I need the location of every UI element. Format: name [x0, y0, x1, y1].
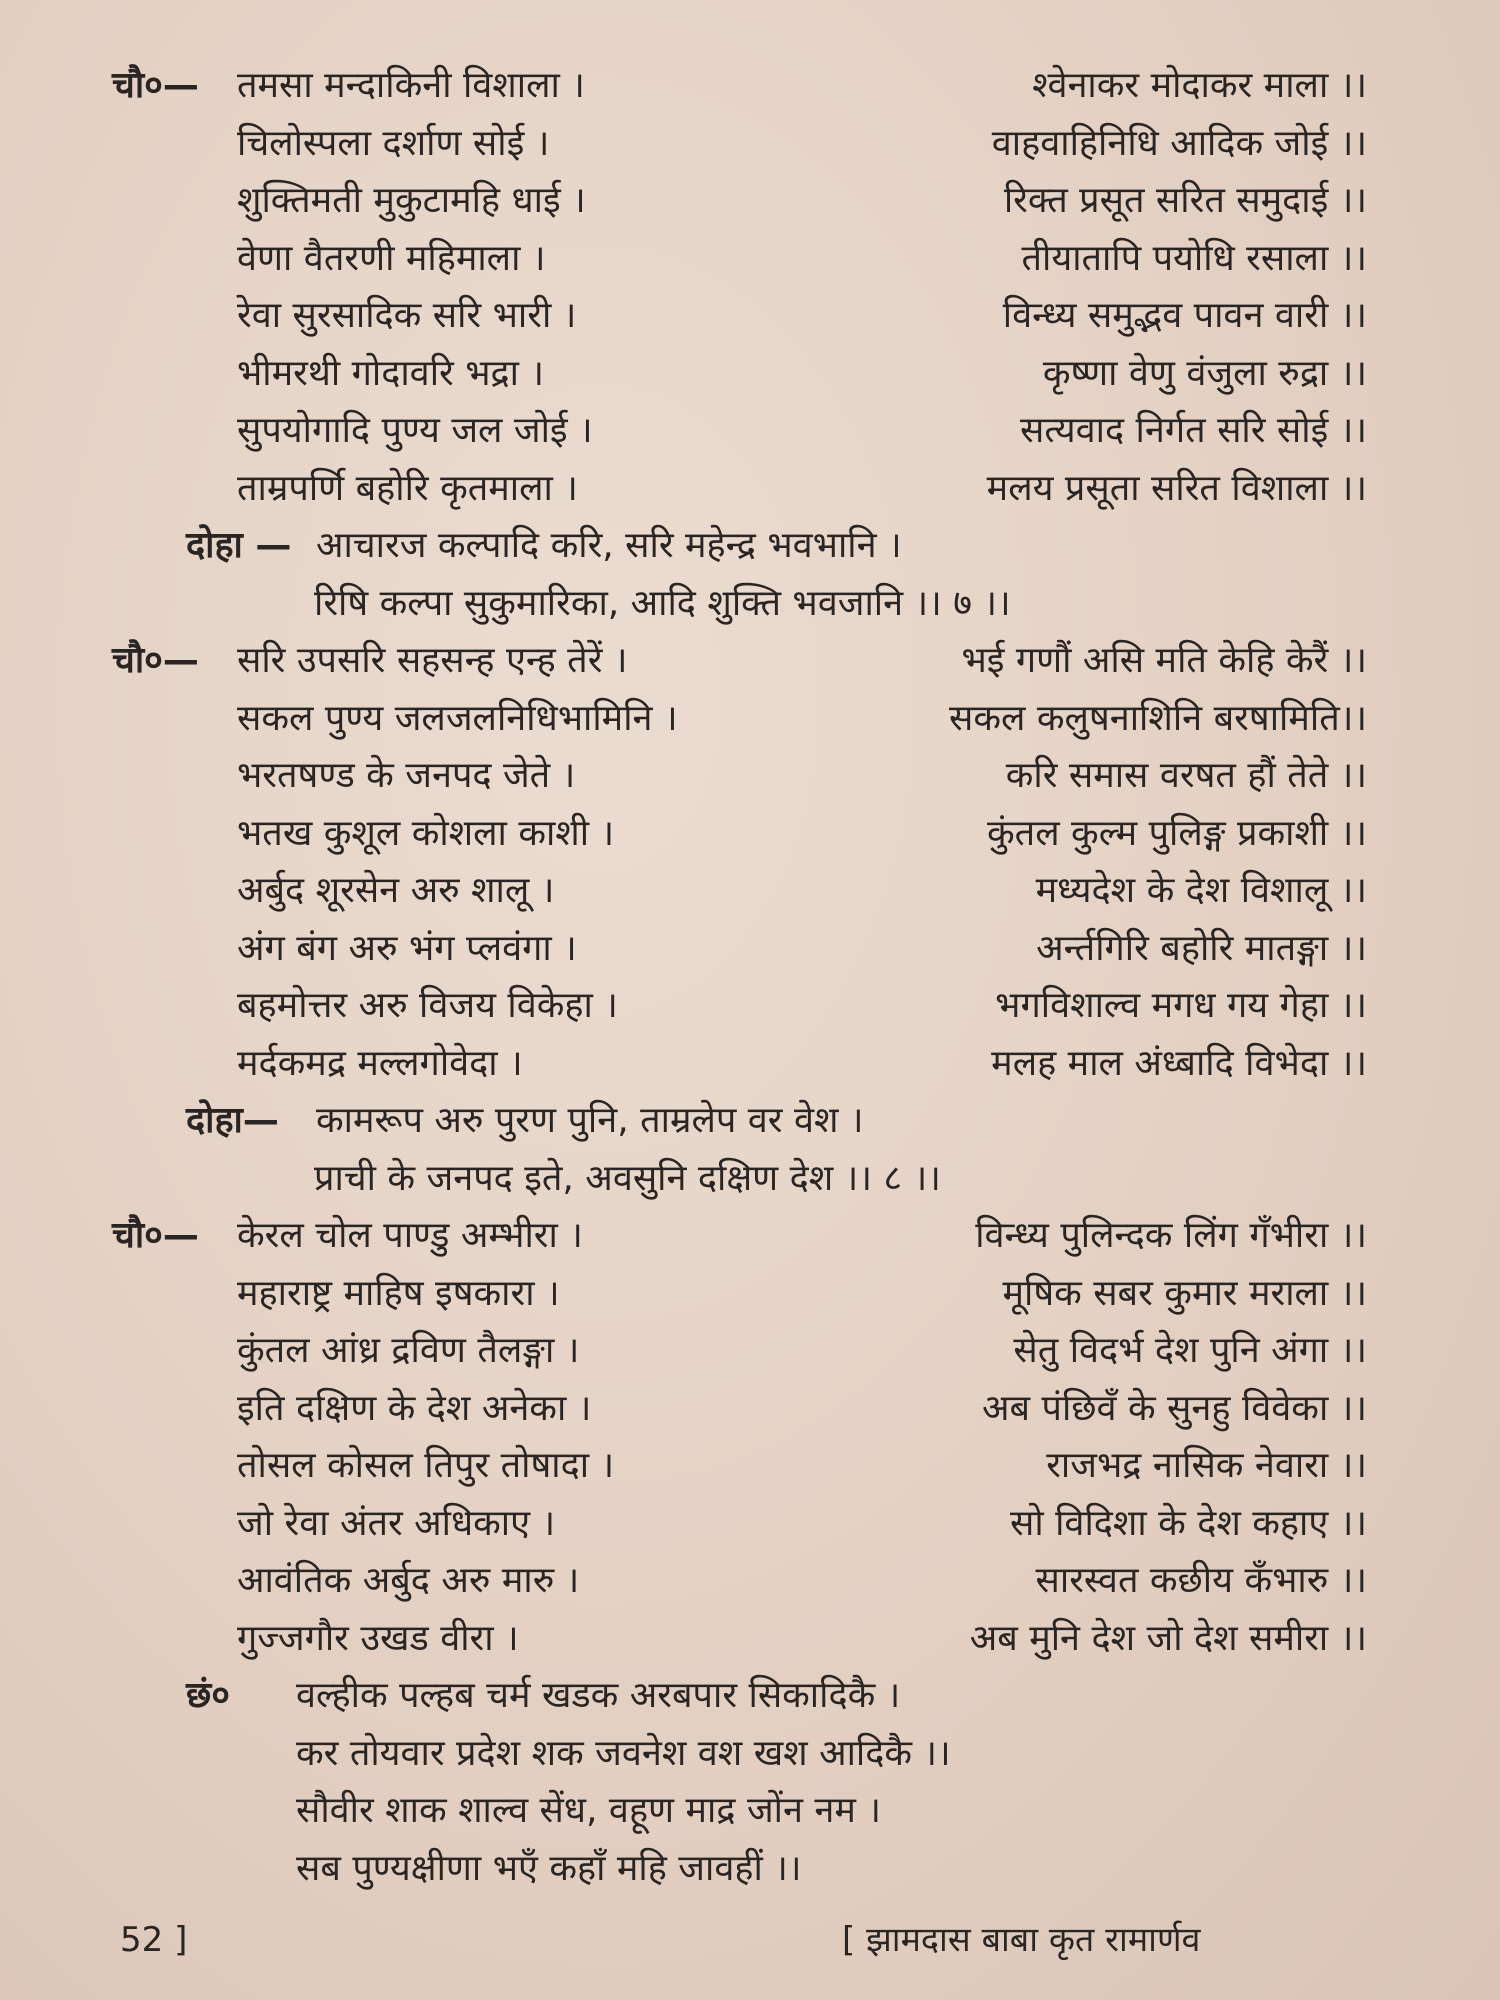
- chaupai-half-right: भई गणौं असि मति केहि केरैं ।।: [961, 640, 1367, 681]
- chaupai-half-right: वाहवाहिनिधि आदिक जोई ।।: [991, 122, 1367, 164]
- chhand-text: वल्हीक पल्हब चर्म खडक अरबपार सिकादिकै ।: [296, 1675, 901, 1716]
- chaupai-half-left: शुक्तिमती मुकुटामहि धाई ।: [237, 180, 586, 221]
- chaupai-half-right: मलय प्रसूता सरित विशाला ।।: [986, 467, 1367, 509]
- chaupai-half-left: रेवा सुरसादिक सरि भारी ।: [237, 295, 577, 336]
- chaupai-half-right: विन्ध्य समुद्भव पावन वारी ।।: [1002, 295, 1367, 336]
- chaupai-half-left: केरल चोल पाण्डु अम्भीरा ।: [237, 1215, 583, 1256]
- chaupai-half-left: वेणा वैतरणी महिमाला ।: [237, 237, 546, 279]
- doha-text: प्राची के जनपद इते, अवसुनि दक्षिण देश ।। ८ ।।: [314, 1157, 941, 1199]
- doha-text: आचारज कल्पादि करि, सरि महेन्द्र भवभानि ।: [316, 525, 902, 566]
- chaupai-half-right: कृष्णा वेणु वंजुला रुद्रा ।।: [1042, 352, 1367, 394]
- chhand-text: सब पुण्यक्षीणा भएँ कहाँ महि जावहीं ।।: [296, 1847, 802, 1889]
- chaupai-line: [112, 350, 1367, 398]
- chaupai-marker: चौ०—: [112, 640, 199, 681]
- chaupai-line: [112, 982, 1367, 1030]
- doha-marker: दोहा —: [186, 525, 292, 566]
- chaupai-half-left: इति दक्षिण के देश अनेका ।: [237, 1387, 592, 1429]
- chaupai-line: [112, 62, 1367, 110]
- chaupai-half-left: बहमोत्तर अरु विजय विकेहा ।: [237, 985, 618, 1026]
- chaupai-half-left: भतख कुशूल कोशला काशी ।: [237, 812, 615, 854]
- doha-line: [186, 1155, 1286, 1203]
- chaupai-half-left: मर्दकमद्र मल्लगोवेदा ।: [237, 1042, 523, 1084]
- running-title: [ झामदास बाबा कृत रामार्णव: [842, 1920, 1201, 1960]
- chaupai-line: [112, 235, 1367, 283]
- chaupai-line: [112, 407, 1367, 455]
- chaupai-line: [112, 465, 1367, 513]
- chaupai-half-right: सारस्वत कछीय कँभारु ।।: [1035, 1560, 1367, 1601]
- chaupai-half-right: सो विदिशा के देश कहाए ।।: [1010, 1502, 1367, 1544]
- chaupai-line: [112, 1385, 1367, 1433]
- chaupai-half-left: चिलोस्पला दर्शाण सोई ।: [237, 122, 550, 164]
- chaupai-half-right: मध्यदेश के देश विशालू ।।: [1035, 870, 1367, 911]
- chaupai-half-left: अर्बुद शूरसेन अरु शालू ।: [237, 870, 555, 911]
- chaupai-half-left: सरि उपसरि सहसन्ह एन्ह तेरें ।: [237, 640, 628, 681]
- chaupai-line: [112, 1040, 1367, 1088]
- chaupai-half-right: भगविशाल्व मगध गय गेहा ।।: [995, 985, 1367, 1026]
- chaupai-line: [112, 752, 1367, 800]
- chhand-line: [186, 1787, 1286, 1835]
- chaupai-half-left: ताम्रपर्णि बहोरि कृतमाला ।: [237, 467, 578, 509]
- chhand-line: [186, 1845, 1286, 1893]
- chaupai-half-right: अर्न्तगिरि बहोरि मातङ्गा ।।: [1036, 927, 1367, 969]
- chaupai-half-left: आवंतिक अर्बुद अरु मारु ।: [237, 1560, 580, 1601]
- chaupai-line: [112, 1500, 1367, 1548]
- doha-line: [186, 522, 1286, 570]
- chaupai-half-left: जो रेवा अंतर अधिकाए ।: [237, 1502, 556, 1544]
- chaupai-line: [112, 1327, 1367, 1375]
- chhand-line: [186, 1730, 1286, 1778]
- chhand-text: सौवीर शाक शाल्व सेंध, वहूण माद्र जोंन नम ।: [296, 1790, 881, 1831]
- chaupai-half-left: अंग बंग अरु भंग प्लवंगा ।: [237, 927, 577, 969]
- page-number: 52 ]: [120, 1920, 188, 1960]
- chaupai-line: [112, 292, 1367, 340]
- chaupai-line: [112, 1212, 1367, 1260]
- chaupai-half-left: तमसा मन्दाकिनी विशाला ।: [237, 65, 585, 106]
- chaupai-half-left: तोसल कोसल तिपुर तोषादा ।: [237, 1445, 615, 1486]
- chaupai-half-right: कुंतल कुल्म पुलिङ्ग प्रकाशी ।।: [987, 812, 1367, 854]
- chaupai-half-right: मलह माल अंध्बादि विभेदा ।।: [991, 1042, 1367, 1084]
- chaupai-half-right: विन्ध्य पुलिन्दक लिंग गँभीरा ।।: [975, 1215, 1367, 1256]
- chaupai-half-right: श्वेनाकर मोदाकर माला ।।: [1032, 65, 1367, 106]
- chhand-marker: छं०: [186, 1675, 230, 1716]
- chaupai-line: [112, 120, 1367, 168]
- chaupai-line: [112, 1442, 1367, 1490]
- chaupai-half-left: कुंतल आंध्र द्रविण तैलङ्गा ।: [237, 1330, 580, 1371]
- chaupai-half-right: तीयातापि पयोधि रसाला ।।: [1021, 237, 1367, 279]
- chaupai-half-right: अब मुनि देश जो देश समीरा ।।: [969, 1617, 1367, 1659]
- chaupai-marker: चौ०—: [112, 1215, 199, 1256]
- doha-line: [186, 1097, 1286, 1145]
- chaupai-half-left: सकल पुण्य जलजलनिधिभामिनि ।: [237, 697, 678, 739]
- chhand-text: कर तोयवार प्रदेश शक जवनेश वश खश आदिकै ।।: [296, 1732, 951, 1774]
- chaupai-half-left: गुज्जगौर उखड वीरा ।: [237, 1617, 519, 1659]
- chaupai-half-right: मूषिक सबर कुमार मराला ।।: [1002, 1272, 1367, 1314]
- chaupai-half-right: करि समास वरषत हौं तेते ।।: [1005, 755, 1367, 796]
- doha-line: [186, 580, 1286, 628]
- chaupai-line: [112, 177, 1367, 225]
- chaupai-half-left: भीमरथी गोदावरि भद्रा ।: [237, 352, 545, 394]
- chaupai-line: [112, 1615, 1367, 1663]
- chaupai-marker: चौ०—: [112, 65, 199, 106]
- chaupai-half-right: सत्यवाद निर्गत सरि सोई ।।: [1020, 410, 1367, 451]
- doha-marker: दोहा—: [186, 1100, 279, 1141]
- chaupai-half-right: अब पंछिवँ के सुनहु विवेका ।।: [982, 1387, 1367, 1429]
- chaupai-half-left: भरतषण्ड के जनपद जेते ।: [237, 755, 576, 796]
- chaupai-line: [112, 925, 1367, 973]
- chaupai-line: [112, 695, 1367, 743]
- chaupai-half-right: सेतु विदर्भ देश पुनि अंगा ।।: [1013, 1330, 1367, 1371]
- chaupai-half-right: राजभद्र नासिक नेवारा ।।: [1046, 1445, 1367, 1486]
- chhand-line: [186, 1672, 1286, 1720]
- chaupai-half-right: रिक्त प्रसूत सरित समुदाई ।।: [1003, 180, 1367, 221]
- doha-text: रिषि कल्पा सुकुमारिका, आदि शुक्ति भवजानि ।। ७ ।।: [314, 582, 1011, 624]
- chaupai-line: [112, 810, 1367, 858]
- chaupai-line: [112, 637, 1367, 685]
- chaupai-line: [112, 1557, 1367, 1605]
- doha-text: कामरूप अरु पुरण पुनि, ताम्रलेप वर वेश ।: [316, 1100, 864, 1141]
- chaupai-line: [112, 1270, 1367, 1318]
- chaupai-line: [112, 867, 1367, 915]
- chaupai-half-left: महाराष्ट्र माहिष इषकारा ।: [237, 1272, 560, 1314]
- chaupai-half-right: सकल कलुषनाशिनि बरषामिति।।: [949, 697, 1367, 739]
- chaupai-half-left: सुपयोगादि पुण्य जल जोई ।: [237, 410, 593, 451]
